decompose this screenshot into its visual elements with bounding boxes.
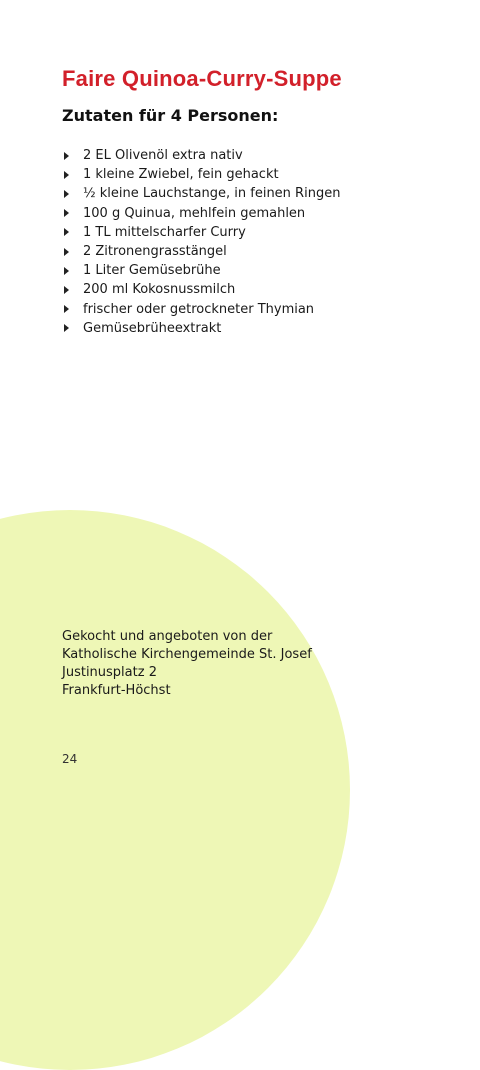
ingredient-text: 1 Liter Gemüsebrühe <box>83 263 221 279</box>
ingredient-text: Gemüsebrüheextrakt <box>83 320 222 336</box>
ingredient-item <box>64 165 340 184</box>
ingredient-text: ½ kleine Lauchstange, in feinen Ringen <box>83 186 341 202</box>
footer-line: Justinusplatz 2 <box>62 665 157 680</box>
ingredient-list <box>64 146 340 338</box>
bullet-icon <box>64 228 69 236</box>
bullet-icon <box>64 152 69 160</box>
page-number: 24 <box>62 752 78 766</box>
bullet-icon <box>64 248 69 256</box>
footer-line: Frankfurt-Höchst <box>62 683 171 698</box>
ingredient-item <box>64 204 340 223</box>
ingredient-item <box>64 146 340 165</box>
bullet-icon <box>64 286 69 294</box>
ingredient-item <box>64 280 340 299</box>
bullet-icon <box>64 171 69 179</box>
footer-address <box>62 628 312 700</box>
ingredient-text: frischer oder getrockneter Thymian <box>83 301 315 317</box>
bullet-icon <box>64 324 69 332</box>
ingredient-text: 1 kleine Zwiebel, fein gehackt <box>83 167 279 183</box>
ingredient-item <box>64 223 340 242</box>
recipe-title: Faire Quinoa-Curry-Suppe <box>62 66 342 91</box>
ingredient-text: 2 EL Olivenöl extra nativ <box>83 148 243 164</box>
ingredient-item <box>64 184 340 203</box>
bullet-icon <box>64 305 69 313</box>
footer-line: Gekocht und angeboten von der <box>62 629 273 644</box>
decorative-circle <box>0 510 350 1070</box>
ingredient-item <box>64 319 340 338</box>
ingredient-text: 100 g Quinua, mehlfein gemahlen <box>83 205 306 221</box>
ingredient-item <box>64 300 340 319</box>
ingredient-text: 1 TL mittelscharfer Curry <box>83 224 246 240</box>
ingredient-text: 2 Zitronengrasstängel <box>83 244 227 260</box>
ingredient-item <box>64 242 340 261</box>
ingredient-text: 200 ml Kokosnussmilch <box>83 282 236 298</box>
ingredients-heading: Zutaten für 4 Personen: <box>62 106 279 125</box>
bullet-icon <box>64 209 69 217</box>
footer-line: Katholische Kirchengemeinde St. Josef <box>62 647 312 662</box>
bullet-icon <box>64 190 69 198</box>
ingredient-item <box>64 261 340 280</box>
bullet-icon <box>64 267 69 275</box>
